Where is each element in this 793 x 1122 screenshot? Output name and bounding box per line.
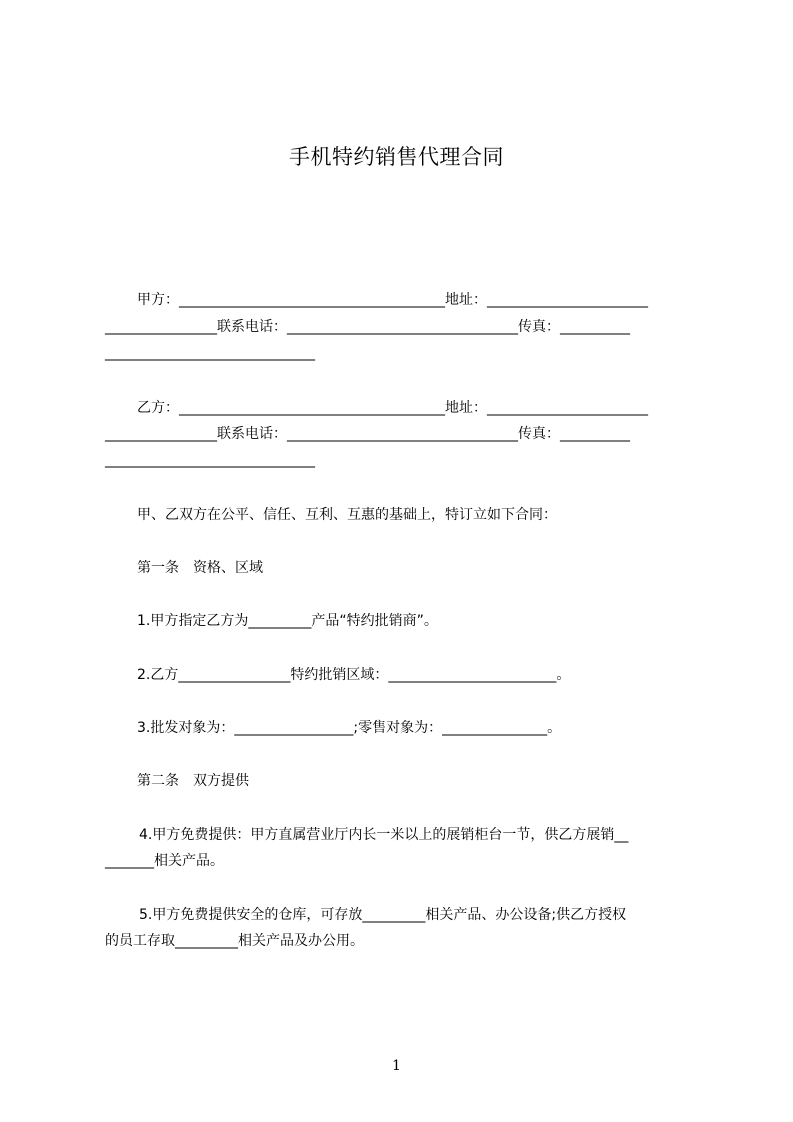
party-a-line-2: ________________联系电话：_________________________________传真：__________ bbox=[105, 319, 630, 335]
document-title: 手机特约销售代理合同 bbox=[289, 145, 504, 169]
party-a-line-1: 甲方：______________________________________地址：_______________________ bbox=[137, 292, 648, 308]
preamble: 甲、乙双方在公平、信任、互利、互惠的基础上，特订立如下合同： bbox=[137, 507, 557, 523]
clause-2: 2.乙方________________特约批销区域：________________________。 bbox=[137, 667, 571, 683]
article-2-heading: 第二条 双方提供 bbox=[137, 773, 249, 789]
clause-5-line-2: 的员工存取_________相关产品及办公用。 bbox=[105, 933, 364, 949]
clause-4-line-1: 4.甲方免费提供：甲方直属营业厅内长一米以上的展销柜台一节，供乙方展销__ bbox=[139, 827, 629, 843]
page-number: 1 bbox=[392, 1058, 401, 1074]
party-b-line-1: 乙方：______________________________________地址：_______________________ bbox=[137, 400, 648, 416]
clause-4-line-2: _______相关产品。 bbox=[105, 853, 224, 869]
clause-1: 1.甲方指定乙方为_________产品“特约批销商”。 bbox=[137, 613, 438, 629]
party-b-line-2: ________________联系电话：_________________________________传真：__________ bbox=[105, 426, 630, 442]
article-1-heading: 第一条 资格、区域 bbox=[137, 560, 263, 576]
clause-3: 3.批发对象为：_________________;零售对象为：_______________。 bbox=[137, 720, 562, 736]
clause-5-line-1: 5.甲方免费提供安全的仓库，可存放_________相关产品、办公设备;供乙方授权 bbox=[139, 907, 627, 923]
party-b-line-3: ______________________________ bbox=[105, 452, 315, 468]
party-a-line-3: ______________________________ bbox=[105, 345, 315, 361]
